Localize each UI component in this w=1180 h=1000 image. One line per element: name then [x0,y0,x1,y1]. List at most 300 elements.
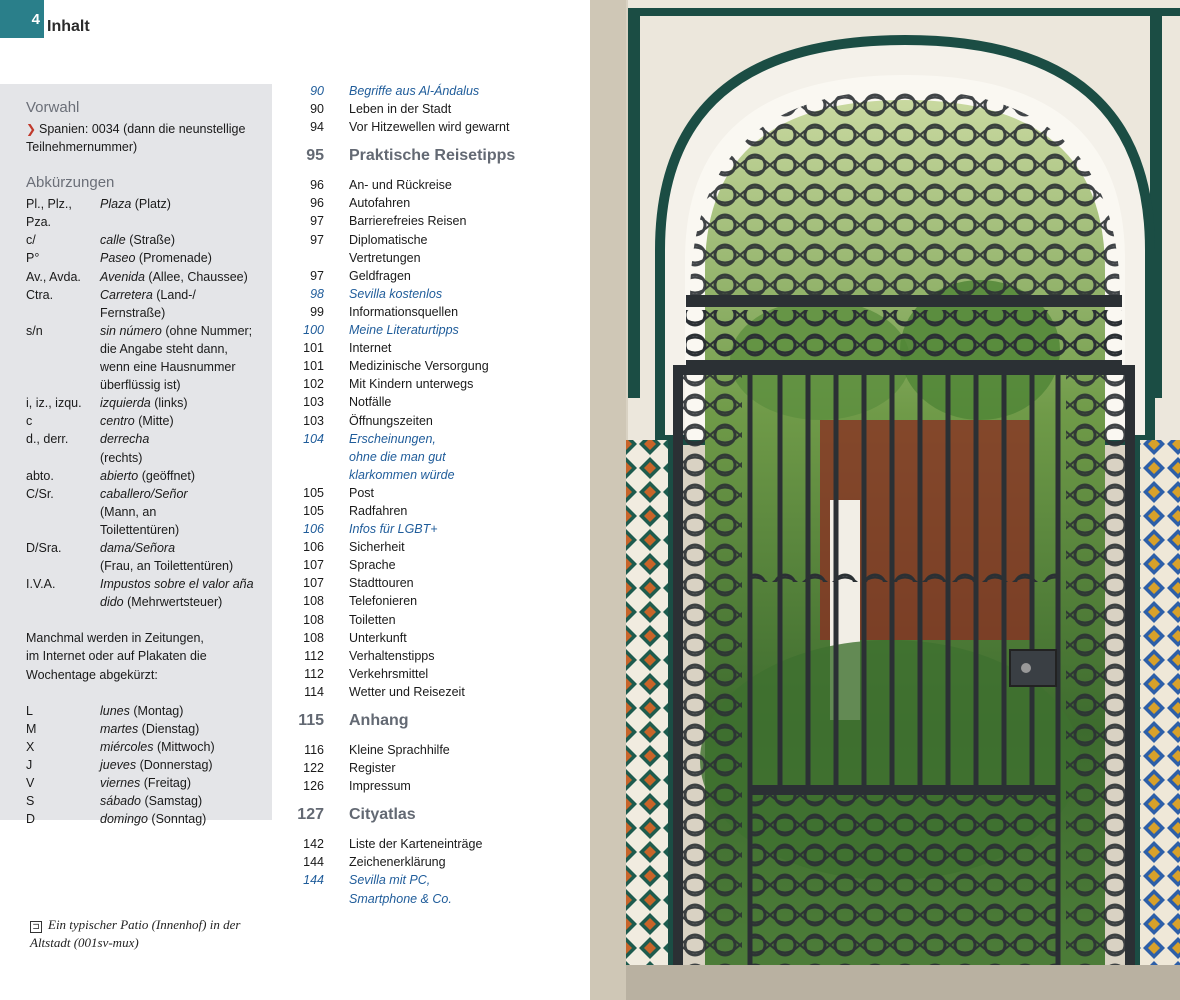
toc-page-number: 114 [304,684,324,699]
weekday-name [100,810,206,828]
toc-entry-line: Impressum [349,779,411,794]
toc-entry-title [349,231,428,267]
toc-entry [290,231,580,267]
abbreviation-row [26,430,272,466]
toc-entry-line: Toiletten [349,612,396,627]
weekday-row [26,702,272,720]
weekday-abbreviation: J [26,757,33,772]
abbreviation-row [26,412,272,430]
weekday-name [100,702,183,720]
german-translation: (Allee, Chaussee) [144,269,248,284]
toc-entry-line: Vertretungen [349,250,421,265]
abbreviation-key: P° [26,251,40,266]
toc-page-number: 112 [304,666,324,681]
toc-entry [290,629,580,647]
toc-entry [290,665,580,683]
abbreviation-meaning-line [100,286,196,304]
abbreviation-key: Pl., Plz., Pza. [26,197,72,230]
abbreviation-meaning-line [100,340,252,358]
toc-entry-title [349,100,451,118]
toc-page-number: 105 [303,485,324,500]
toc-section-heading [290,701,580,741]
weekday-row [26,810,272,828]
toc-section-heading [290,795,580,835]
toc-entry [290,412,580,430]
abbreviation-row [26,575,272,611]
german-translation: (links) [150,396,188,411]
toc-entry-title [349,267,411,285]
weekday-german: (Sonntag) [147,812,207,827]
abbreviation-meaning-line [100,304,196,322]
toc-page-number: 101 [303,341,324,356]
weekday-note [26,629,272,683]
abbreviation-key: s/n [26,323,43,338]
german-translation: die Angabe steht dann, [100,341,228,356]
toc-entry-title [349,393,391,411]
toc-entry-title [349,611,396,629]
toc-entry-line: Post [349,485,375,500]
toc-entry [290,502,580,520]
photo-reference-icon: ⊐ [30,921,42,933]
table-of-contents [290,82,580,908]
toc-entry [290,393,580,411]
toc-entry-title [349,118,510,136]
abbreviation-meaning [100,322,252,394]
toc-page-number: 106 [303,522,324,537]
toc-entry-line: Vor Hitzewellen wird gewarnt [349,120,510,135]
toc-highlight-entry [290,520,580,538]
toc-entry-title [349,430,455,484]
abbreviation-meaning-line [100,195,171,213]
german-translation: (Promenade) [135,251,212,266]
toc-entry-title [349,574,414,592]
weekday-spanish: domingo [100,812,148,827]
toc-entry-title [349,871,452,907]
weekday-abbreviation: L [26,703,33,718]
toc-entry-title [349,592,417,610]
toc-entry-line: Notfälle [349,395,392,410]
german-translation: Toilettentüren) [100,522,180,537]
toc-entry [290,484,580,502]
toc-entry-line: Verhaltenstipps [349,648,435,663]
toc-page-number: 105 [303,503,324,518]
toc-page-number: 103 [303,413,324,428]
abbreviation-meaning [100,467,195,485]
toc-page-number: 108 [303,612,324,627]
toc-entry-line: Diplomatische [349,232,428,247]
toc-entry-line: Erscheinungen, [349,431,436,446]
spanish-term: caballero/Señor [100,486,188,501]
german-translation: (ohne Nummer; [161,323,253,338]
german-translation: (Mehrwertsteuer) [123,595,223,610]
toc-page-number: 101 [303,359,324,374]
toc-page-number: 100 [303,323,324,338]
toc-entry-title [349,176,452,194]
toc-page-number: 98 [310,286,324,301]
weekday-abbreviation: M [26,721,37,736]
abbreviation-row [26,249,272,267]
abbreviation-meaning-line [100,268,248,286]
toc-entry-title [349,665,428,683]
abbreviation-meaning [100,195,171,231]
spanish-term: izquierda [100,396,151,411]
abbreviation-meaning-line [100,485,188,503]
abbreviation-meaning-line [100,430,149,448]
toc-page-number: 90 [310,102,324,117]
toc-entry-line: Geldfragen [349,268,411,283]
abbreviation-key: d., derr. [26,432,69,447]
toc-entry-line: klarkommen würde [349,467,455,482]
weekday-row [26,774,272,792]
toc-entry-title [349,357,489,375]
weekday-row [26,738,272,756]
toc-page-number: 112 [304,648,324,663]
weekday-abbreviation: D [26,812,36,827]
vorwahl-line: Teilnehmernummer) [26,140,138,155]
toc-entry-line: Meine Literaturtipps [349,323,459,338]
toc-highlight-entry [290,321,580,339]
german-translation: (rechts) [100,450,143,465]
abbreviation-meaning-line [100,394,188,412]
toc-page-number: 116 [304,743,324,757]
toc-entry [290,212,580,230]
note-line: im Internet oder auf Plakaten die [26,649,207,664]
abbreviation-meaning-line [100,249,212,267]
toc-entry [290,574,580,592]
toc-entry [290,592,580,610]
chevron-right-icon: ❯ [26,122,37,136]
toc-entry [290,375,580,393]
weekday-spanish: sábado [100,794,142,809]
german-translation: überflüssig ist) [100,378,181,393]
toc-section-title: Praktische Reisetipps [349,147,516,165]
abbreviation-key: Ctra. [26,287,54,302]
page-number-tab [0,0,44,38]
abbreviation-meaning [100,485,188,539]
toc-page-number: 108 [303,594,324,609]
toc-page-number: 108 [303,630,324,645]
toc-entry-line: Barrierefreies Reisen [349,214,467,229]
weekday-spanish: miércoles [100,739,154,754]
abbreviation-meaning [100,268,248,286]
patio-gate-photo [590,0,1180,1000]
german-translation: (Frau, an Toilettentüren) [100,559,234,574]
toc-entry-line: Medizinische Versorgung [349,359,489,374]
photo-caption [30,916,280,952]
spanish-term: Plaza [100,197,132,212]
abbreviation-row [26,286,272,322]
toc-entry-line: Sicherheit [349,540,405,555]
toc-entry-title [349,339,391,357]
caption-text: Ein typischer Patio (Innenhof) in der Altstadt (001sv-mux) [30,917,241,950]
toc-page-number: 99 [310,304,324,319]
weekday-abbreviation: X [26,739,35,754]
spanish-term: abierto [100,468,139,483]
toc-entry [290,741,580,759]
toc-entry [290,853,580,871]
toc-entry-title [349,647,434,665]
weekday-german: (Mittwoch) [153,739,215,754]
toc-entry-line: Mit Kindern unterwegs [349,377,474,392]
weekday-row [26,756,272,774]
toc-entry [290,118,580,136]
weekday-german: (Freitag) [140,776,191,790]
toc-page-number: 104 [303,431,324,446]
note-line: Manchmal werden in Zeitungen, [26,631,204,646]
abbreviation-meaning-line [100,231,175,249]
german-translation: (Mann, an [100,504,157,519]
toc-entry-title [349,502,407,520]
toc-entry-line: Wetter und Reisezeit [349,684,465,699]
toc-entry-line: Zeichenerklärung [349,855,446,870]
toc-entry-line: Radfahren [349,503,408,518]
spanish-term: Impustos sobre el valor aña [100,577,254,592]
german-translation: (Land-/ [152,287,196,302]
spanish-term: dama/Señora [100,540,176,555]
abbreviation-meaning [100,394,188,412]
toc-entry [290,647,580,665]
toc-entry-line: Informationsquellen [349,304,459,319]
german-translation: (Straße) [125,233,176,248]
toc-entry-line: Sevilla mit PC, [349,873,431,888]
spanish-term: calle [100,233,126,248]
toc-page-number: 102 [303,377,324,392]
abbreviation-row [26,394,272,412]
toc-entry-title [349,520,438,538]
toc-section-page: 95 [306,147,324,165]
abbreviation-meaning-line [100,412,174,430]
toc-entry-title [349,853,446,871]
toc-entry-title [349,82,479,100]
toc-entry [290,267,580,285]
weekday-name [100,738,215,756]
abbreviation-meaning [100,286,196,322]
weekday-name [100,720,199,738]
abbreviation-row [26,467,272,485]
toc-entry-line: Begriffe aus Al-Ándalus [349,84,480,98]
abbreviation-key: I.V.A. [26,577,56,592]
abbreviation-row [26,195,272,231]
spanish-term: derrecha [100,432,150,447]
toc-entry [290,538,580,556]
abbreviation-row [26,539,272,575]
weekday-list [26,702,272,829]
spanish-term: centro [100,414,135,429]
vorwahl-line: ❯ Spanien: 0034 (dann die neunstellige [26,120,272,138]
toc-page-number: 144 [303,873,324,888]
toc-entry [290,339,580,357]
abbreviation-key: D/Sra. [26,540,62,555]
german-translation: (Mitte) [134,414,174,429]
weekday-german: (Samstag) [141,794,203,809]
toc-page-number: 97 [310,232,324,247]
toc-page-number: 90 [310,84,324,98]
toc-entry [290,100,580,118]
toc-entry-line: Internet [349,341,392,356]
abbreviation-meaning [100,231,175,249]
toc-entry [290,357,580,375]
toc-entry-line: ohne die man gut [349,449,446,464]
weekday-spanish: jueves [100,757,137,772]
toc-entry-line: Kleine Sprachhilfe [349,743,450,757]
abbreviation-key: C/Sr. [26,486,54,501]
toc-highlight-entry [290,285,580,303]
toc-page-number: 144 [303,855,324,870]
toc-highlight-entry [290,871,580,907]
abbreviation-meaning-line [100,449,149,467]
toc-page-number: 107 [303,558,324,573]
toc-page-number: 126 [303,779,324,794]
toc-section-page: 115 [298,712,324,729]
german-translation: (geöffnet) [138,468,195,483]
spanish-term: dido [100,595,124,610]
abbreviation-meaning-line [100,521,188,539]
spanish-term: sin número [100,323,162,338]
german-translation: (Platz) [131,197,171,212]
toc-entry-title [349,556,396,574]
toc-entry-line: An- und Rückreise [349,178,452,193]
abbreviation-key: c [26,414,33,429]
weekday-german: (Dienstag) [138,721,200,736]
toc-page-number: 96 [310,196,324,211]
abbreviation-meaning-line [100,575,254,593]
toc-entry-line: Smartphone & Co. [349,891,452,906]
weekday-name [100,774,191,792]
toc-entry [290,556,580,574]
toc-entry-title [349,777,411,795]
spanish-term: Avenida [100,269,145,284]
toc-entry-line: Sevilla kostenlos [349,286,443,301]
toc-page-number: 142 [303,837,324,852]
toc-entry-title [349,375,473,393]
abbreviations-heading: Abkürzungen [26,174,115,192]
abbreviation-key: Av., Avda. [26,269,81,284]
toc-page-number: 97 [310,268,324,283]
abbreviation-meaning-line [100,358,252,376]
weekday-name [100,756,213,774]
page-title: Inhalt [47,18,90,35]
toc-entry [290,194,580,212]
abbreviation-row [26,231,272,249]
abbreviation-meaning-line [100,322,252,340]
abbreviation-row [26,322,272,394]
weekday-abbreviation: V [26,776,35,790]
page-number: 4 [31,10,40,28]
abbreviation-meaning [100,412,174,430]
weekday-german: (Montag) [129,703,184,718]
toc-entry [290,759,580,777]
toc-page-number: 103 [303,395,324,410]
toc-entry-title [349,285,442,303]
german-translation: Fernstraße) [100,305,166,320]
toc-entry [290,176,580,194]
info-box [0,84,272,827]
weekday-spanish: viernes [100,776,141,790]
toc-entry-line: Verkehrsmittel [349,666,429,681]
weekday-row [26,720,272,738]
toc-entry-line: Autofahren [349,196,411,211]
toc-entry-line: Infos für LGBT+ [349,522,438,537]
abbreviation-meaning [100,575,254,611]
toc-entry [290,611,580,629]
abbreviation-meaning-line [100,503,188,521]
abbreviation-meaning-line [100,467,195,485]
toc-entry-title [349,412,433,430]
toc-entry-line: Unterkunft [349,630,407,645]
abbreviation-meaning [100,539,233,575]
toc-section-page: 127 [297,806,324,824]
toc-page-number: 96 [310,178,324,193]
toc-entry [290,303,580,321]
toc-page-number: 94 [310,120,324,135]
toc-entry-title [349,194,410,212]
toc-page-number: 106 [303,540,324,555]
abbreviation-key: i, iz., izqu. [26,396,82,411]
toc-section-heading [290,136,580,176]
weekday-german: (Donnerstag) [136,757,213,772]
toc-entry-title [349,835,482,853]
weekday-spanish: martes [100,721,139,736]
toc-section-title: Cityatlas [349,806,416,824]
abbreviation-row [26,485,272,539]
toc-entry-line: Telefonieren [349,594,418,609]
toc-entry-title [349,538,405,556]
toc-page-number: 107 [303,576,324,591]
german-translation: wenn eine Hausnummer [100,360,236,375]
abbreviation-meaning [100,249,212,267]
toc-entry-line: Leben in der Stadt [349,102,452,117]
toc-entry-line: Stadttouren [349,576,414,591]
abbreviation-key: abto. [26,468,54,483]
toc-highlight-entry [290,82,580,100]
toc-entry-title [349,212,466,230]
note-line: Wochentage abgekürzt: [26,667,158,682]
abbreviation-meaning-line [100,593,254,611]
abbreviation-list [26,195,272,611]
toc-section-title: Anhang [349,712,409,729]
abbreviation-meaning [100,430,149,466]
weekday-spanish: lunes [100,703,130,718]
abbreviation-meaning-line [100,539,233,557]
abbreviation-meaning-line [100,557,233,575]
toc-entry-line: Sprache [349,558,396,573]
toc-page-number: 122 [303,761,324,776]
abbreviation-row [26,268,272,286]
toc-entry-title [349,759,396,777]
toc-entry-title [349,683,465,701]
spanish-term: Paseo [100,251,136,266]
weekday-row [26,792,272,810]
toc-entry-title [349,321,459,339]
abbreviation-meaning-line [100,376,252,394]
toc-entry [290,683,580,701]
toc-entry [290,835,580,853]
toc-entry-line: Register [349,761,396,776]
weekday-abbreviation: S [26,794,35,809]
toc-entry-title [349,484,374,502]
toc-entry-title [349,741,450,759]
toc-page-number: 97 [310,214,324,229]
spanish-term: Carretera [100,287,153,302]
toc-entry-title [349,629,407,647]
toc-entry [290,777,580,795]
abbreviation-key: c/ [26,233,36,248]
vorwahl-heading: Vorwahl [26,99,80,116]
toc-entry-line: Öffnungszeiten [349,413,433,428]
toc-highlight-entry [290,430,580,484]
toc-entry-line: Liste der Karteneinträge [349,837,483,852]
toc-entry-title [349,303,458,321]
